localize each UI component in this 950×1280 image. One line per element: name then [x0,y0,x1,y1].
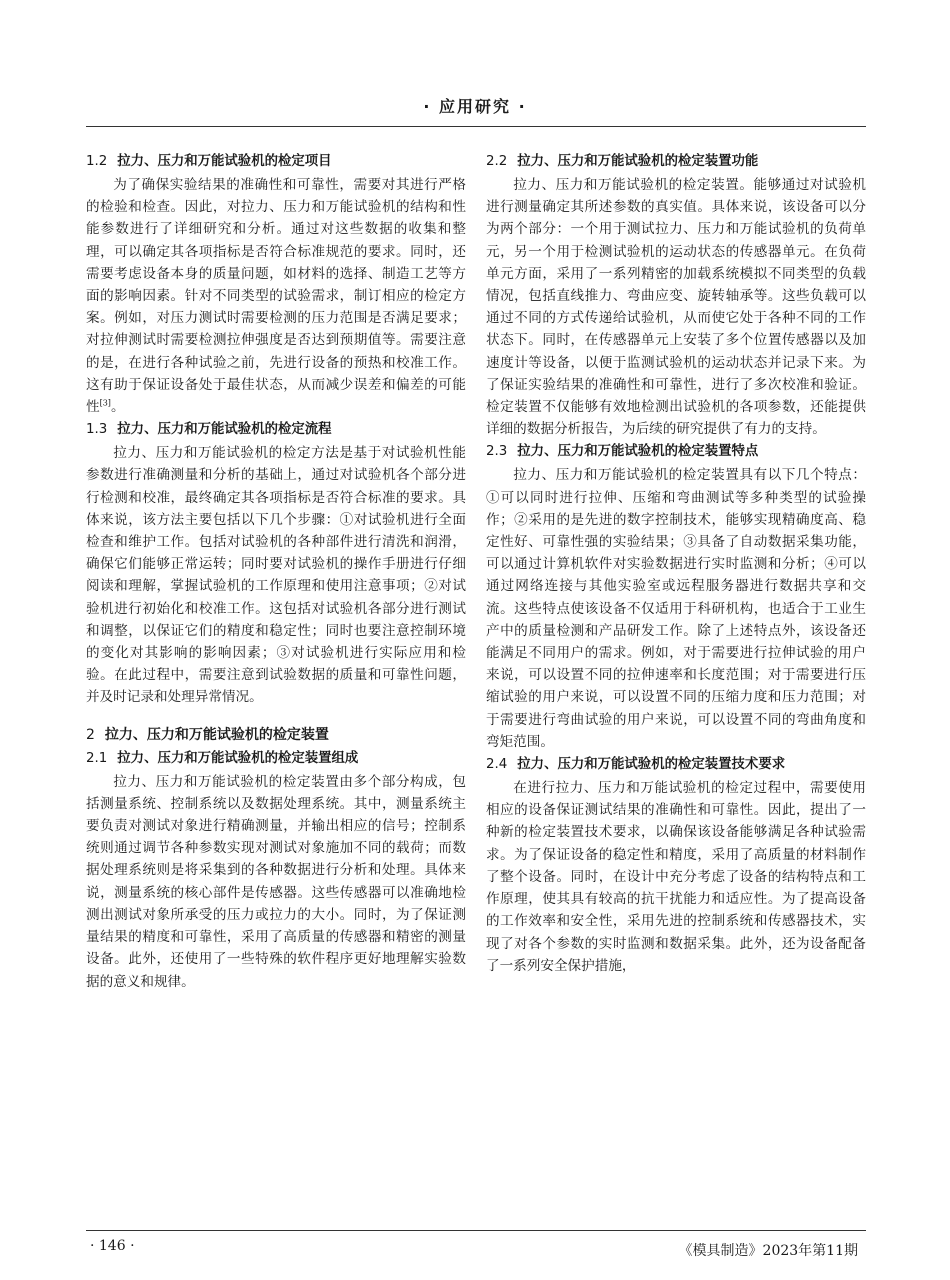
section-heading-2-2 [486,150,866,174]
citation-ref: [3] [99,398,111,408]
section-body-2-1: 拉力、压力和万能试验机的检定装置由多个部分构成，包括测量系统、控制系统以及数据处理系统。其中，测量系统主要负责对测试对象进行精确测量，并输出相应的信号；控制系统则通过调节各种参数实现对测试对象施加不同的载荷；而数据处理系统则是将采集到的各种数据进行分析和处理。具体来说，测量系统的核心部件是传感器。这些传感器可以准确地检测出测试对象所承受的压力或拉力的大小。同时，为了保证测量结果的精度和可靠性，采用了高质量的传感器和精密的测量设备。此外，还使用了一些特殊的软件程序更好地理解实验数据的意义和规律。 [86,773,466,990]
section-number: 2.3 [486,444,508,460]
section-heading-1-2 [86,150,466,174]
section-title: 拉力、压力和万能试验机的检定装置功能 [517,154,759,169]
section-heading-2-3 [486,440,866,464]
section-title: 拉力、压力和万能试验机的检定项目 [117,154,332,169]
header-rule [86,126,866,127]
body-text: 为了确保实验结果的准确性和可靠性，需要对其进行严格的检验和检查。因此，对拉力、压力和万能试验机的结构和性能参数进行了详细研究和分析。通过对这些数据的收集和整理，可以确定其各项指标是否符合标准规范的要求。同时，还需要考虑设备本身的质量问题，如材料的选择、制造工艺等方面的影响因素。针对不同类型的试验需求，制订相应的检定方案。例如，对压力测试时需要检测的压力范围是否满足要求；对拉伸测试时需要检测拉伸强度是否达到预期值等。需要注意的是，在进行各种试验之前，先进行设备的预热和校准工作。这有助于保证设备处于最佳状态，从而减少误差和偏差的可能性 [86,177,466,416]
section-title: 拉力、压力和万能试验机的检定装置 [104,726,329,743]
running-title: · 应用研究 · [423,97,527,116]
section-heading-2-1 [86,747,466,771]
section-title: 拉力、压力和万能试验机的检定装置技术要求 [517,757,786,773]
body-text-end: 。 [110,399,125,416]
section-number: 2.4 [486,757,508,773]
journal-issue: 《模具制造》2023年第11期 [678,1243,858,1259]
footer-rule [86,1230,866,1231]
section-body-2-3: 拉力、压力和万能试验机的检定装置具有以下几个特点：①可以同时进行拉伸、压缩和弯曲测试等多种类型的试验操作；②采用的是先进的数字控制技术，能够实现精确度高、稳定性好、可靠性强的实验结果；③具备了自动数据采集功能，可以通过计算机软件对实验数据进行实时监测和分析；④可以通过网络连接与其他实验室或远程服务器进行数据共享和交流。这些特点使该设备不仅适用于科研机构，也适合于工业生产中的质量检测和产品研发工作。除了上述特点外，该设备还能满足不同用户的需求。例如，对于需要进行拉伸试验的用户来说，可以设置不同的拉伸速率和长度范围；对于需要进行压缩试验的用户来说，可以设置不同的压缩力度和压力范围；对于需要进行弯曲试验的用户来说，可以设置不同的弯曲角度和弯矩范围。 [486,467,866,750]
section-body-1-3: 拉力、压力和万能试验机的检定方法是基于对试验机性能参数进行准确测量和分析的基础上，通过对试验机各个部分进行检测和校准，最终确定其各项指标是否符合标准的要求。具体来说，该方法主要包括以下几个步骤：①对试验机进行全面检查和维护工作。包括对试验机的各种部件进行清洗和润滑，确保它们能够正常运转；同时要对试验机的操作手册进行仔细阅读和理解，掌握试验机的工作原理和使用注意事项；②对试验机进行初始化和校准工作。这包括对试验机各部分进行测试和调整，以保证它们的精度和稳定性；同时也要注意控制环境的变化对其影响的影响因素；③对试验机进行实际应用和检验。在此过程中，需要注意到试验数据的质量和可靠性问题，并及时记录和处理异常情况。 [86,445,466,706]
section-number: 1.3 [86,422,108,438]
left-column [86,150,466,993]
section-body-1-2 [86,174,466,418]
section-title: 拉力、压力和万能试验机的检定装置特点 [517,444,759,460]
section-title: 拉力、压力和万能试验机的检定装置组成 [117,750,359,766]
page-number: · 146 · [90,1238,135,1254]
section-number: 2 [86,726,95,743]
section-heading-2-4 [486,753,866,777]
right-column [486,150,866,977]
section-body-2-2: 拉力、压力和万能试验机的检定装置。能够通过对试验机进行测量确定其所述参数的真实值。具体来说，该设备可以分为两个部分：一个用于测试拉力、压力和万能试验机的负荷单元，另一个用于检测试验机的运动状态的传感器单元。在负荷单元方面，采用了一系列精密的加载系统模拟不同类型的负载情况，包括直线推力、弯曲应变、旋转轴承等。这些负载可以通过不同的方式传递给试验机，从而使它处于各种不同的工作状态下。同时，在传感器单元上安装了多个位置传感器以及加速度计等设备，以便于监测试验机的运动状态并记录下来。为了保证实验结果的准确性和可靠性，进行了多次校准和验证。检定装置不仅能够有效地检测出试验机的各项参数，还能提供详细的数据分析报告，为后续的研究提供了有力的支持。 [486,177,866,438]
section-title: 拉力、压力和万能试验机的检定流程 [117,422,332,438]
section-heading-1-3 [86,418,466,442]
section-number: 2.2 [486,154,508,169]
section-number: 1.2 [86,154,108,169]
section-number: 2.1 [86,750,108,766]
section-body-2-4: 在进行拉力、压力和万能试验机的检定过程中，需要使用相应的设备保证测试结果的准确性和可靠性。因此，提出了一种新的检定装置技术要求，以确保该设备能够满足各种试验需求。为了保证设备的稳定性和精度，采用了高质量的材料制作了整个设备。同时，在设计中充分考虑了设备的结构特点和工作原理，使其具有较高的抗干扰能力和适应性。为了提高设备的工作效率和安全性，采用先进的控制系统和传感器技术，实现了对各个参数的实时监测和数据采集。此外，还为设备配备了一系列安全保护措施， [486,780,866,974]
section-heading-2 [86,723,466,747]
